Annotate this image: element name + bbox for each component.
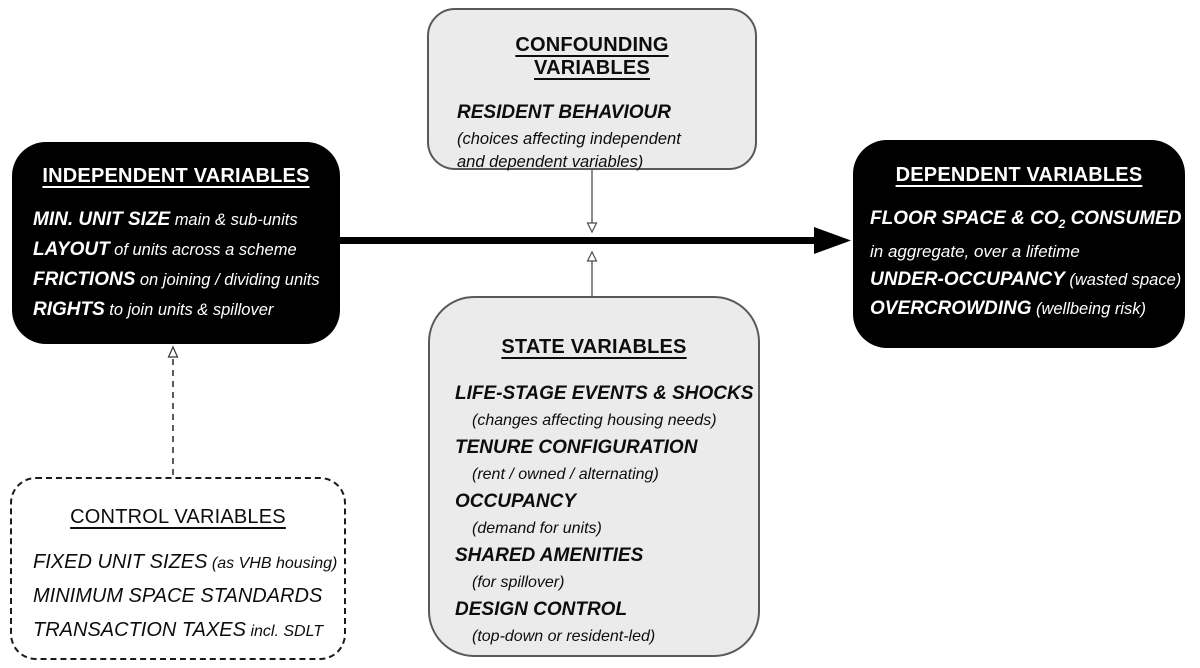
independent-item-detail: on joining / dividing units	[139, 271, 320, 289]
confounding-connector-arrow	[588, 170, 597, 232]
state-title: STATE VARIABLES	[501, 336, 687, 358]
independent-item-term: LAYOUT	[33, 239, 110, 260]
dependent-item-term: UNDER-OCCUPANCY	[870, 269, 1065, 290]
confounding-title: CONFOUNDING VARIABLES	[515, 34, 669, 79]
dependent-items	[870, 205, 1185, 324]
independent-item	[33, 295, 340, 325]
independent-title: INDEPENDENT VARIABLES	[42, 165, 310, 187]
dependent-title: DEPENDENT VARIABLES	[895, 164, 1143, 186]
dependent-item	[870, 266, 1185, 295]
control-item-term: FIXED UNIT SIZES	[33, 551, 208, 573]
confounding-caption: (choices affecting independent and dependent variables)	[457, 130, 681, 171]
control-variables-box	[10, 477, 346, 660]
independent-item-detail: to join units & spillover	[109, 301, 274, 319]
independent-item	[33, 205, 340, 235]
control-items	[33, 546, 344, 648]
control-item	[33, 580, 344, 614]
control-connector-arrow	[169, 347, 178, 475]
independent-items	[33, 205, 340, 325]
dependent-item-term: OVERCROWDING	[870, 298, 1032, 319]
independent-item-term: FRICTIONS	[33, 269, 136, 290]
independent-item	[33, 235, 340, 265]
confounding-term: RESIDENT BEHAVIOUR	[457, 102, 671, 123]
independent-item-detail: main & sub-units	[174, 211, 298, 229]
dependent-item-floorspace	[870, 205, 1185, 238]
main-causal-arrow	[340, 227, 851, 254]
state-variables-box	[428, 296, 760, 657]
state-item-term: OCCUPANCY	[455, 491, 577, 512]
control-title: CONTROL VARIABLES	[70, 506, 286, 528]
dependent-item-detail: (wasted space)	[1069, 271, 1182, 289]
control-item	[33, 614, 344, 648]
state-item-caption: (changes affecting housing needs)	[472, 412, 717, 429]
floorspace-term-pre: FLOOR SPACE & CO	[870, 208, 1059, 229]
control-item-term: TRANSACTION TAXES	[33, 619, 246, 641]
independent-item-term: RIGHTS	[33, 299, 105, 320]
floorspace-term-post: CONSUMED	[1065, 208, 1182, 229]
state-item-caption: (top-down or resident-led)	[472, 628, 656, 645]
dependent-item-detail: (wellbeing risk)	[1035, 300, 1146, 318]
state-item-caption: (rent / owned / alternating)	[472, 466, 659, 483]
state-item-term: LIFE-STAGE EVENTS & SHOCKS	[455, 383, 754, 404]
control-item	[33, 546, 344, 580]
control-item-detail: incl. SDLT	[250, 623, 324, 640]
state-item-caption: (for spillover)	[472, 574, 565, 591]
state-item-term: DESIGN CONTROL	[455, 599, 628, 620]
dependent-variables-box	[853, 140, 1185, 348]
state-items	[455, 380, 758, 650]
floorspace-caption: in aggregate, over a lifetime	[870, 242, 1080, 261]
independent-item	[33, 265, 340, 295]
control-item-detail: (as VHB housing)	[211, 555, 338, 572]
state-connector-arrow	[588, 252, 597, 296]
independent-item-term: MIN. UNIT SIZE	[33, 209, 171, 230]
control-item-term: MINIMUM SPACE STANDARDS	[33, 585, 323, 607]
confounding-variables-box	[427, 8, 757, 170]
independent-variables-box	[12, 142, 340, 344]
dependent-item	[870, 295, 1185, 324]
co2-subscript: 2	[1058, 217, 1066, 231]
state-item-term: TENURE CONFIGURATION	[455, 437, 698, 458]
independent-item-detail: of units across a scheme	[114, 241, 297, 259]
state-item-caption: (demand for units)	[472, 520, 602, 537]
state-item-term: SHARED AMENITIES	[455, 545, 644, 566]
